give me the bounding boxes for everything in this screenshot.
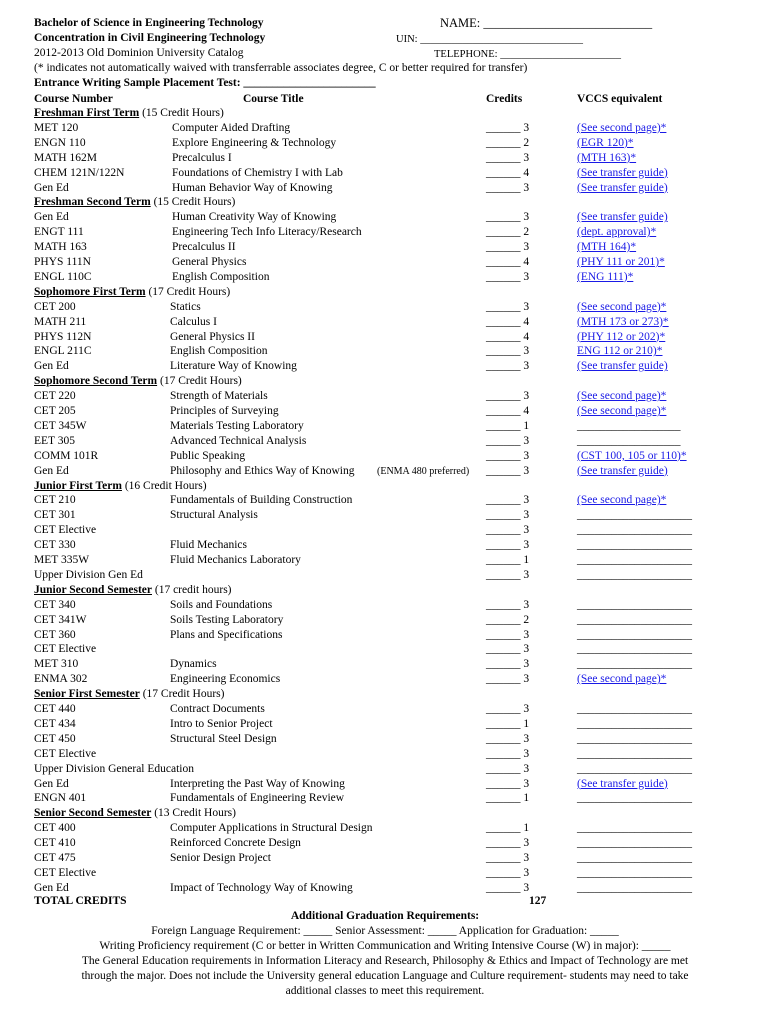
- course-row: [0, 240, 770, 255]
- course-number: Gen Ed: [34, 360, 69, 373]
- credits-field[interactable]: ______ 3: [486, 703, 530, 715]
- course-title-note: (ENMA 480 preferred): [377, 465, 470, 477]
- vccs-equivalent-link[interactable]: (ENG 111)*: [577, 270, 634, 283]
- term-name: Junior First Term: [34, 479, 122, 492]
- course-row: [0, 210, 770, 225]
- term-hours: (15 Credit Hours): [142, 107, 224, 119]
- credits-field[interactable]: ______ 4: [486, 166, 530, 179]
- course-title: Fluid Mechanics: [170, 539, 247, 552]
- credits-field[interactable]: ______ 3: [486, 777, 530, 790]
- course-title: Calculus I: [170, 315, 217, 328]
- column-vccs-equivalent: VCCS equivalent: [577, 93, 663, 105]
- course-title: General Physics II: [170, 330, 255, 343]
- term-hours: (17 Credit Hours): [159, 375, 242, 388]
- vccs-equivalent-blank[interactable]: ____________________: [577, 703, 692, 715]
- vccs-equivalent-link[interactable]: (See second page)*: [577, 121, 667, 134]
- vccs-equivalent-link[interactable]: (See transfer guide): [577, 464, 668, 477]
- entrance-test-field[interactable]: Entrance Writing Sample Placement Test: _______________________: [34, 77, 376, 89]
- course-number: CET 340: [34, 598, 76, 611]
- term-name: Senior First Semester: [34, 688, 140, 701]
- course-number: CET 434: [34, 717, 76, 730]
- credits-field[interactable]: ______ 3: [486, 151, 530, 164]
- telephone-field[interactable]: TELEPHONE: _______________________: [434, 49, 621, 60]
- term-heading: [34, 106, 224, 121]
- course-row: [0, 672, 770, 687]
- credits-field[interactable]: ______ 2: [486, 613, 530, 626]
- course-row: [0, 851, 770, 866]
- credits-field[interactable]: ______ 3: [486, 866, 530, 879]
- vccs-equivalent-link[interactable]: (See second page)*: [577, 390, 667, 403]
- concentration-title: Concentration in Civil Engineering Technology: [34, 32, 266, 44]
- vccs-equivalent-blank[interactable]: ____________________: [577, 568, 692, 581]
- course-title: Human Behavior Way of Knowing: [172, 181, 333, 194]
- term-hours: (16 Credit Hours): [124, 479, 207, 492]
- course-number: Gen Ed: [34, 777, 69, 790]
- course-number: CET 450: [34, 732, 76, 745]
- course-number: CET 205: [34, 405, 76, 417]
- course-number: Gen Ed: [34, 181, 69, 194]
- course-row: [0, 434, 770, 449]
- credits-field[interactable]: ______ 3: [486, 539, 530, 552]
- term-heading: [34, 374, 242, 389]
- credits-field[interactable]: ______ 3: [486, 181, 530, 194]
- course-row: [0, 598, 770, 613]
- course-title: Plans and Specifications: [170, 628, 283, 641]
- term-heading: [34, 285, 230, 300]
- column-course-number: Course Number: [34, 93, 113, 105]
- course-row: [0, 553, 770, 568]
- credits-field[interactable]: ______ 3: [486, 360, 530, 373]
- course-row: [0, 121, 770, 136]
- course-row: [0, 508, 770, 523]
- vccs-equivalent-blank[interactable]: ____________________: [577, 628, 692, 641]
- vccs-equivalent-blank[interactable]: ____________________: [577, 866, 692, 879]
- course-row: [0, 732, 770, 747]
- credits-field[interactable]: ______ 3: [486, 494, 530, 507]
- vccs-equivalent-blank[interactable]: ____________________: [577, 613, 692, 626]
- course-title: Foundations of Chemistry I with Lab: [172, 166, 343, 179]
- uin-field[interactable]: UIN: _______________________________: [396, 34, 583, 45]
- credits-field[interactable]: ______ 2: [486, 136, 530, 149]
- credits-field[interactable]: ______ 3: [486, 658, 530, 671]
- graduation-requirements-line-1: Foreign Language Requirement: _____ Senior Assessment: _____ Application for Graduation: _____: [151, 925, 619, 937]
- course-number: MATH 162M: [34, 151, 97, 164]
- vccs-equivalent-blank[interactable]: __________________: [577, 419, 681, 432]
- vccs-equivalent-link[interactable]: ENG 112 or 210)*: [577, 345, 663, 358]
- course-row: [0, 344, 770, 359]
- course-number: CET 410: [34, 837, 76, 850]
- course-title: Fluid Mechanics Laboratory: [170, 554, 301, 566]
- course-row: [0, 300, 770, 315]
- credits-field[interactable]: ______ 3: [486, 241, 530, 254]
- course-row: [0, 717, 770, 732]
- course-title: Structural Steel Design: [170, 732, 277, 745]
- course-row: [0, 762, 770, 777]
- credits-field[interactable]: ______ 3: [486, 837, 530, 850]
- term-heading: [34, 583, 232, 598]
- credits-field[interactable]: ______ 3: [486, 524, 530, 537]
- course-title: General Physics: [172, 256, 247, 268]
- course-title: Fundamentals of Engineering Review: [170, 792, 345, 805]
- term-heading: [34, 195, 235, 210]
- program-title: Bachelor of Science in Engineering Technology: [34, 17, 264, 29]
- course-number: CET 360: [34, 628, 76, 641]
- course-number: CET 210: [34, 494, 76, 507]
- vccs-equivalent-link[interactable]: (MTH 164)*: [577, 241, 637, 254]
- course-number: ENGL 110C: [34, 270, 92, 283]
- course-row: [0, 136, 770, 151]
- course-title: Engineering Tech Info Literacy/Research: [172, 226, 362, 239]
- course-number: ENMA 302: [34, 673, 88, 686]
- vccs-equivalent-link[interactable]: (See second page)*: [577, 673, 667, 686]
- course-number: CHEM 121N/122N: [34, 166, 125, 179]
- vccs-equivalent-blank[interactable]: ____________________: [577, 598, 692, 611]
- credits-field[interactable]: ______ 3: [486, 732, 530, 745]
- course-title: Philosophy and Ethics Way of Knowing: [170, 464, 355, 477]
- vccs-equivalent-link[interactable]: (See second page)*: [577, 405, 667, 417]
- vccs-equivalent-blank[interactable]: ____________________: [577, 747, 692, 760]
- course-row: [0, 151, 770, 166]
- credits-field[interactable]: ______ 3: [486, 568, 530, 581]
- course-row: [0, 493, 770, 508]
- column-credits: Credits: [486, 93, 523, 105]
- vccs-equivalent-blank[interactable]: ____________________: [577, 524, 692, 537]
- course-row: [0, 821, 770, 836]
- course-number: Upper Division General Education: [34, 762, 194, 775]
- course-title: Engineering Economics: [170, 673, 281, 686]
- vccs-equivalent-blank[interactable]: ____________________: [577, 509, 692, 522]
- course-title: Soils and Foundations: [170, 598, 273, 611]
- course-row: [0, 628, 770, 643]
- vccs-equivalent-link[interactable]: (PHY 111 or 201)*: [577, 256, 665, 268]
- course-row: [0, 315, 770, 330]
- course-row: [0, 270, 770, 285]
- vccs-equivalent-link[interactable]: (See transfer guide): [577, 166, 668, 179]
- vccs-equivalent-blank[interactable]: ____________________: [577, 732, 692, 745]
- graduation-requirements-heading: Additional Graduation Requirements:: [290, 910, 480, 922]
- credits-field[interactable]: ______ 3: [486, 673, 530, 686]
- credits-field[interactable]: ______ 4: [486, 405, 530, 417]
- vccs-equivalent-link[interactable]: (EGR 120)*: [577, 136, 634, 149]
- catalog-year: 2012-2013 Old Dominion University Catalog: [34, 47, 244, 59]
- course-title: Computer Applications in Structural Design: [170, 822, 373, 835]
- course-title: Human Creativity Way of Knowing: [172, 211, 337, 224]
- course-title: Principles of Surveying: [170, 405, 279, 417]
- course-row: [0, 523, 770, 538]
- vccs-equivalent-blank[interactable]: ____________________: [577, 539, 692, 552]
- course-number: PHYS 111N: [34, 256, 91, 268]
- course-number: CET 440: [34, 703, 76, 715]
- course-row: [0, 747, 770, 762]
- credits-field[interactable]: ______ 3: [486, 643, 530, 656]
- credits-field[interactable]: ______ 3: [486, 852, 530, 864]
- course-title: English Composition: [170, 345, 268, 358]
- credits-field[interactable]: ______ 3: [486, 270, 530, 283]
- course-row: [0, 166, 770, 181]
- term-hours: (17 credit hours): [154, 583, 232, 596]
- course-number: PHYS 112N: [34, 330, 92, 343]
- course-title: Reinforced Concrete Design: [170, 837, 301, 850]
- gen-ed-note-line-3: additional classes to meet this requirement.: [285, 985, 485, 997]
- vccs-equivalent-blank[interactable]: __________________: [577, 434, 681, 447]
- term-hours: (17 Credit Hours): [142, 688, 225, 701]
- credits-field[interactable]: ______ 1: [486, 554, 530, 566]
- term-heading: [34, 806, 236, 821]
- credits-field[interactable]: ______ 4: [486, 330, 530, 343]
- course-row: [0, 255, 770, 270]
- term-name: Freshman First Term: [34, 107, 140, 119]
- course-number: MATH 211: [34, 315, 87, 328]
- course-row: [0, 449, 770, 464]
- course-number: CET 220: [34, 390, 76, 403]
- term-heading: [34, 479, 207, 494]
- vccs-equivalent-link[interactable]: (dept. approval)*: [577, 226, 657, 239]
- credits-field[interactable]: ______ 4: [486, 256, 530, 268]
- course-number: CET Elective: [34, 866, 97, 879]
- vccs-equivalent-link[interactable]: (PHY 112 or 202)*: [577, 330, 666, 343]
- course-row: [0, 657, 770, 672]
- course-number: ENGN 110: [34, 136, 86, 149]
- vccs-equivalent-link[interactable]: (MTH 163)*: [577, 151, 637, 164]
- vccs-equivalent-link[interactable]: (See second page)*: [577, 494, 667, 507]
- course-title: Strength of Materials: [170, 390, 268, 403]
- course-title: English Composition: [172, 270, 270, 283]
- credits-field[interactable]: ______ 3: [486, 509, 530, 522]
- course-row: [0, 225, 770, 240]
- name-field[interactable]: NAME: ___________________________: [440, 16, 653, 30]
- credits-field[interactable]: ______ 3: [486, 747, 530, 760]
- credits-field[interactable]: ______ 3: [486, 434, 530, 447]
- credits-field[interactable]: ______ 1: [486, 717, 530, 730]
- credits-field[interactable]: ______ 1: [486, 822, 530, 835]
- term-name: Freshman Second Term: [34, 196, 151, 209]
- vccs-equivalent-blank[interactable]: ____________________: [577, 822, 692, 835]
- course-row: [0, 777, 770, 792]
- vccs-equivalent-blank[interactable]: ____________________: [577, 837, 692, 850]
- course-title: Computer Aided Drafting: [172, 121, 291, 134]
- course-title: Public Speaking: [170, 449, 246, 462]
- credits-field[interactable]: ______ 3: [486, 211, 530, 224]
- term-hours: (13 Credit Hours): [154, 807, 236, 820]
- gen-ed-note-line-2: through the major. Does not include the University general education Language and Culture requirement- students may need to take: [81, 970, 689, 982]
- course-number: ENGN 401: [34, 792, 87, 805]
- credits-field[interactable]: ______ 4: [486, 315, 530, 328]
- course-row: [0, 568, 770, 583]
- credits-field[interactable]: ______ 3: [486, 345, 530, 358]
- course-title: Materials Testing Laboratory: [170, 419, 304, 432]
- course-number: CET 341W: [34, 613, 87, 626]
- course-row: [0, 389, 770, 404]
- course-row: [0, 330, 770, 345]
- course-row: [0, 613, 770, 628]
- credits-field[interactable]: ______ 3: [486, 449, 530, 462]
- vccs-equivalent-link[interactable]: (MTH 173 or 273)*: [577, 315, 669, 328]
- course-number: Upper Division Gen Ed: [34, 568, 143, 581]
- vccs-equivalent-blank[interactable]: ____________________: [577, 762, 692, 775]
- course-title: Intro to Senior Project: [170, 717, 273, 730]
- course-row: [0, 866, 770, 881]
- course-number: MET 120: [34, 121, 79, 134]
- vccs-equivalent-blank[interactable]: ____________________: [577, 643, 692, 656]
- term-name: Sophomore First Term: [34, 285, 146, 298]
- vccs-equivalent-blank[interactable]: ____________________: [577, 792, 692, 805]
- credits-field[interactable]: ______ 3: [486, 300, 530, 313]
- vccs-equivalent-link[interactable]: (See transfer guide): [577, 211, 668, 224]
- term-name: Junior Second Semester: [34, 583, 152, 596]
- credits-field[interactable]: ______ 3: [486, 628, 530, 641]
- course-title: Soils Testing Laboratory: [170, 613, 284, 626]
- course-row: [0, 404, 770, 419]
- column-course-title: Course Title: [243, 93, 304, 105]
- vccs-equivalent-link[interactable]: (CST 100, 105 or 110)*: [577, 449, 687, 462]
- course-number: Gen Ed: [34, 211, 69, 224]
- course-number: CET 475: [34, 852, 76, 864]
- course-number: Gen Ed: [34, 464, 69, 477]
- course-number: CET 400: [34, 822, 76, 835]
- course-row: [0, 642, 770, 657]
- course-number: COMM 101R: [34, 449, 99, 462]
- course-title: Literature Way of Knowing: [170, 360, 297, 373]
- term-name: Senior Second Semester: [34, 807, 152, 820]
- course-number: CET Elective: [34, 747, 97, 760]
- course-row: [0, 464, 770, 479]
- vccs-equivalent-link[interactable]: (See transfer guide): [577, 360, 668, 373]
- course-title: Structural Analysis: [170, 509, 258, 522]
- credits-field[interactable]: ______ 3: [486, 464, 530, 477]
- term-hours: (15 Credit Hours): [153, 196, 236, 209]
- course-number: CET 330: [34, 539, 76, 552]
- course-number: CET 200: [34, 300, 76, 313]
- vccs-equivalent-link[interactable]: (See transfer guide): [577, 777, 668, 790]
- credits-field[interactable]: ______ 1: [486, 792, 530, 805]
- vccs-equivalent-blank[interactable]: ____________________: [577, 658, 692, 671]
- course-number: ENGL 211C: [34, 345, 92, 358]
- course-title: Statics: [170, 300, 201, 313]
- credits-field[interactable]: ______ 3: [486, 598, 530, 611]
- graduation-requirements-line-2: Writing Proficiency requirement (C or better in Written Communication and Writing Intensive Course (W) in major): _____: [99, 940, 671, 952]
- total-credits-value: 127: [529, 895, 547, 907]
- credits-field[interactable]: ______ 2: [486, 226, 530, 239]
- course-number: CET 345W: [34, 419, 87, 432]
- course-row: [0, 181, 770, 196]
- transfer-note: (* indicates not automatically waived with transferrable associates degree, C or better required for transfer): [34, 62, 528, 74]
- course-title: Advanced Technical Analysis: [170, 434, 307, 447]
- vccs-equivalent-link[interactable]: (See transfer guide): [577, 181, 668, 194]
- credits-field[interactable]: ______ 1: [486, 419, 530, 432]
- credits-field[interactable]: ______ 3: [486, 121, 530, 134]
- course-row: [0, 359, 770, 374]
- course-title: Impact of Technology Way of Knowing: [170, 881, 353, 894]
- vccs-equivalent-blank[interactable]: ____________________: [577, 881, 692, 894]
- term-heading: [34, 687, 224, 702]
- course-title: Contract Documents: [170, 703, 265, 715]
- course-number: CET 301: [34, 509, 76, 522]
- gen-ed-note-line-1: The General Education requirements in Information Literacy and Research, Philosophy & Ethics and Impact of Technology are met: [81, 955, 689, 967]
- vccs-equivalent-blank[interactable]: ____________________: [577, 554, 692, 566]
- credits-field[interactable]: ______ 3: [486, 881, 530, 894]
- course-title: Precalculus II: [172, 241, 236, 254]
- course-number: ENGT 111: [34, 226, 84, 239]
- course-title: Interpreting the Past Way of Knowing: [170, 777, 345, 790]
- course-row: [0, 538, 770, 553]
- course-number: CET Elective: [34, 643, 97, 656]
- vccs-equivalent-blank[interactable]: ____________________: [577, 717, 692, 730]
- course-row: [0, 419, 770, 434]
- course-title: Precalculus I: [172, 151, 232, 164]
- vccs-equivalent-link[interactable]: (See second page)*: [577, 300, 667, 313]
- vccs-equivalent-blank[interactable]: ____________________: [577, 852, 692, 864]
- total-credits-label: TOTAL CREDITS: [34, 895, 127, 907]
- term-hours: (17 Credit Hours): [148, 285, 231, 298]
- course-row: [0, 791, 770, 806]
- course-row: [0, 836, 770, 851]
- course-title: Fundamentals of Building Construction: [170, 494, 353, 507]
- course-number: MET 310: [34, 658, 79, 671]
- course-title: Dynamics: [170, 658, 217, 671]
- course-number: EET 305: [34, 434, 75, 447]
- course-number: CET Elective: [34, 524, 97, 537]
- course-title: Explore Engineering & Technology: [172, 136, 337, 149]
- course-number: MATH 163: [34, 241, 87, 254]
- course-number: Gen Ed: [34, 881, 69, 894]
- credits-field[interactable]: ______ 3: [486, 762, 530, 775]
- credits-field[interactable]: ______ 3: [486, 390, 530, 403]
- course-number: MET 335W: [34, 554, 90, 566]
- course-row: [0, 702, 770, 717]
- course-title: Senior Design Project: [170, 852, 271, 864]
- term-name: Sophomore Second Term: [34, 375, 158, 388]
